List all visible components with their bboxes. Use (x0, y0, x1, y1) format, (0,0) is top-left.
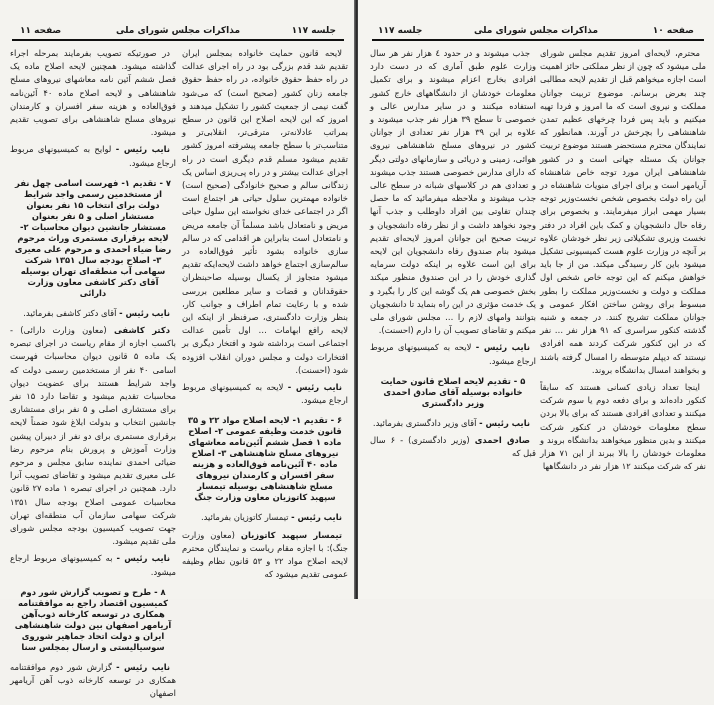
paragraph-text: به کمیسیونهای مربوط ارجاع میشود. (10, 553, 176, 577)
paragraph-text: اینجا تعداد زیادی کسانی هستند که سابقاً کنکور داده‌اند و برای دفعه دوم یا سوم شرکت میکنند و تعدادی افرادی هستند که برای بالا بردن سطح معلومات خودشان در کنکور شرکت میکنند و بدین منظور میخواهند بدانشگاه بروند و معلومات خودشان را بالا ببرند از این ۷۱ هزار نفر که شرکت میکنند ۱۲ هزار نفر در دانشگاهها (540, 382, 706, 472)
paragraph-text: (وزیر دادگستری) - ۶ سال قبل که (370, 435, 536, 459)
speaker-name: نایب رئیس - (116, 661, 170, 672)
speaker-name: نایب رئیس - (287, 382, 342, 393)
right-page (358, 0, 714, 599)
paragraph (370, 47, 536, 337)
running-title: مذاکرات مجلس شورای ملی (473, 26, 599, 36)
paragraph (10, 552, 176, 578)
section-heading (14, 178, 172, 299)
paragraph-text: آقای وزیر دادگستری بفرمائید. (372, 417, 477, 428)
paragraph-text: تیمسار کاتوزیان بفرمائید. (200, 512, 289, 523)
speaker-name: نایب رئیس - (115, 144, 170, 155)
running-title: مذاکرات مجلس شورای ملی (115, 26, 241, 36)
speaker-name: نایب رئیس - (291, 512, 342, 523)
session-number: جلسه ۱۱۷ (291, 26, 336, 36)
paragraph-text: (معاون وزارت جنگ): با اجازه مقام ریاست و نمایندگان محترم لایحه اصلاح مواد ۲۲ و ۵۳ قانون نظام وظیفه عمومی تقدیم میشود که (182, 529, 348, 580)
section-heading (374, 376, 532, 409)
paragraph (10, 143, 176, 169)
paragraph-text: لایحه قانون حمایت خانواده بمجلس ایران تقدیم شد قدم بزرگی بود در راه اجرای عدالت در راه حفظ حقوق خانواده، در راه حفظ حقوق جامعه زنان کشور (صحیح است) که می‌شود گفت نیمی از جمعیت کشور را تشکیل میدهند و امروز که این لایحه اصلاح این قانون در سطح بمراتب عادلانه‌تر، مترقی‌تر، انقلابی‌تر و متناسب‌تر با سطح جامعه پیشرفته امروز کشور تقدیم میشود مسلم قدم دیگری است در راه اجرای عدالت بیشتر و در راه پی‌ریزی اساس یک زندگانی سالم و صحیح خانوادگی (صحیح است) خانواده مهمترین سلول حیاتی هر اجتماع است اگر در اجتماعی خدای نخواسته این سلول حیاتی مریض و نامتعادل باشد مسلماً آن جامعه مریض و نامتعادل است بنابراین هر اقدامی که در سالم سازی خانواده بشود تأثیر فوق‌العاده در سالم‌سازی اجتماع خواهد داشت لایحه‌ایکه تقدیم میشود متجاوز از یکسال بوسیله صاحبنظران حقوقدانان و قضات و سایر مطلعین بررسی شده و با رعایت تمام اطراف و جوانب کار، بنظر وزارت دادگستری، صرفنظر از اینکه این لایحه رافع ابهامات … اول تأمین عدالت اجتماعی است برداشته شود و افتخار دیگری بر افتخارات دولت و مجلس دوران انقلاب افزوده شود (احسنت). (182, 48, 348, 375)
paragraph (370, 341, 536, 367)
paragraph-text: ۵ - تقدیم لایحه اصلاح قانون حمایت خانواده بوسیله آقای صادق احمدی وزیر دادگستری (380, 375, 526, 408)
speaker-name: دکتر کاشفی (113, 325, 170, 336)
text-column (370, 47, 536, 464)
paragraph-text: گزارش شور دوم موافقتنامه همکاری در توسعه کارخانه ذوب آهن آریامهر اصفهان (10, 661, 176, 699)
text-column (10, 47, 176, 705)
paragraph-text: لوایح به کمیسیونهای مربوط ارجاع میشود. (10, 144, 176, 168)
page-number: صفحه ۱۰ (652, 26, 694, 36)
paragraph (182, 47, 348, 377)
paragraph (540, 381, 706, 473)
paragraph (10, 47, 176, 139)
speaker-name: تیمسار سپهبد کاتوزیان (240, 529, 343, 540)
section-heading (14, 587, 172, 653)
paragraph (182, 511, 348, 524)
paragraph-text: لایحه به کمیسیونهای مربوط ارجاع میشود. (370, 342, 536, 366)
paragraph (182, 529, 348, 582)
speaker-name: نایب رئیس - (479, 417, 530, 428)
speaker-name: صادق احمدی (474, 435, 530, 446)
paragraph (540, 47, 706, 377)
paragraph (10, 661, 176, 701)
paragraph-text: ۸ - طرح و تصویب گزارش شور دوم کمیسیون اقتصاد راجع به موافقتنامه همکاری در توسعه کارخانه ذوب‌آهن آریامهر اصفهان بین دولت شاهنشاهی ایران و دولت اتحاد جماهیر شوروی سوسیالیستی و ارسال بمجلس سنا (14, 586, 172, 652)
paragraph-text: آقای دکتر کاشفی بفرمائید. (23, 307, 117, 318)
session-number: جلسه ۱۱۷ (378, 26, 423, 36)
text-column (182, 47, 348, 586)
paragraph (10, 307, 176, 320)
page-number: صفحه ۱۱ (20, 26, 62, 36)
speaker-name: نایب رئیس - (475, 342, 530, 353)
left-page (0, 0, 356, 699)
paragraph (182, 381, 348, 407)
speaker-name: نایب رئیس - (119, 307, 170, 318)
paragraph-text: جذب میشوند و در حدود ٤ هزار نفر هر سال وزارت علوم طبق آماری که در دست دارد افرادی بخارج اعزام میشوند و برای تکمیل معلومات خودشان از دانشگاههای خارج کشور استفاده میکنند و در سایر مدارس عالی و خصوصی تا سطح ۳۹ هزار نفر جذب میشوند و علاوه بر این ۳۹ هزار نفر تعدادی از جوانان کشور در نیروهای مسلح شاهنشاهی نیروی هوائی، زمینی و دریائی و سازمانهای دولتی دیگر که دارای مدارس خصوصی هستند جذب میشوند و تعدادی هم در کلاسهای شبانه در سطح عالی جذب میشوند و ملاحظه میفرمائید که ما حصل چندان تفاوتی بین افراد داوطلب و جذب آنها وجود نخواهد داشت و از نظر رفاه دانشجویان و تربیت صحیح این جوانان امروز لایحه‌ای تقدیم میشود بنام صندوق رفاه دانشجویان این لایحه برای این است علاوه بر اینکه دولت سرمایه گذاری خودش را در این صندوق منظور میکند بخش خصوصی هم یک گوشه این کار را بگیرد و یک خدمت مؤثری در این راه بنماید تا دانشجویان بتوانند وامهای لازم را … مجلس شورای ملی میکنم و تقاضای تصویب آن را دارم (احسنت). (370, 48, 536, 336)
speaker-name: نایب رئیس - (116, 553, 170, 564)
paragraph (10, 324, 176, 548)
header-rule (12, 39, 344, 41)
paragraph (370, 417, 536, 430)
paragraph-text: لایحه به کمیسیونهای مربوط ارجاع میشود. (182, 382, 348, 406)
header-rule (372, 39, 704, 41)
paragraph-text: در صورتیکه تصویب بفرمایند بمرحله اجراء گذاشته میشود. همچنین لایحه اصلاح ماده یک فصل ششم آئین نامه معاشهای نیروهای مسلح شاهنشاهی و لایحه اصلاح ماده ۴۰ آئین‌نامه فوق‌العاده و هزینه سفر افسران و کارمندان نیروهای مسلح شاهنشاهی برای تصویب تقدیم میشود. (10, 48, 176, 138)
paragraph-text: ۶ - تقدیم ۱- لایحه اصلاح مواد ۲۲ و ۳۵ قانون خدمت وظیفه عمومی ۲- اصلاح ماده ۱ فصل ششم آئین‌نامه معاشهای نیروهای مسلح شاهنشاهی ۳- اصلاح ماده ۴۰ آئین‌نامه فوق‌العاده و هزینه سفر افسران و کارمندان نیروهای مسلح شاهنشاهی بوسیله تیمسار سپهبد کاتوزیان معاون وزارت جنگ (187, 415, 343, 503)
section-heading (186, 415, 344, 503)
paragraph (370, 434, 536, 460)
paragraph-text: (معاون وزارت دارائی) - باکسب اجازه از مقام ریاست در اجرای تبصره یک ماده ۵ قانون دیوان محاسبات فهرست اسامی ۴۰ نفر از مستخدمین رسمی دولت که واجد شرایط هستند برای عضویت دیوان محاسبات تقدیم میشود و تقاضا دارد ۱۵ نفر برای مستشاری اصلی و ۵ نفر برای مستشاری جانشین انتخاب و بدولت ابلاغ شود ضمناً لایحه برقراری مستمری برای دو نفر از دبیران پیشین وزارت آموزش و پرورش بنام مرحوم رضا ضیائی احمدی نماینده سابق مجلس و مرحوم علی معیری تقدیم میشود و تقاضای تصویب آنرا دارد. همچنین در اجرای تبصره ۱ ماده ۲۷ قانون محاسبات عمومی اصلاح بودجه سال ۱۳۵۱ شرکت سهامی سازمان آب منطقه‌ای تهران جهت تصویب کمیسیون بودجه مجلس شورای ملی تقدیم میشود. (10, 325, 177, 547)
paragraph-text: محترم، لایحه‌ای امروز تقدیم مجلس شورای ملی میشود که چون از نظر مملکتی حائز اهمیت است اجازه میخواهم قبل از تقدیم لایحه مطالبی چند بعرض برسانم. موضوع تربیت جوانان مملکت و نیروی است که ما امروز و فردا تهیه میکنیم و باید پس فردا چرخهای عظیم تمدن شاهنشاهی را بچرخش در آورند. همانطور که نمایندگان محترم مستحضر هستند موضوع تربیت جوانان یک مسئله جهانی است و در کشور شاهنشاهی ایران مورد توجه خاص شاهنشاه آریامهر است و برای اجرای منویات شاهنشاه در این راه دولت بخصوص شخص نخست‌وزیر توجه بسیار مهمی ابراز میفرمایند. و بخصوص برای رفاه حال دانشجویان و کمک باین افراد در دفتر نخست وزیری تشکیلاتی زیر نظر خودشان علاوه بر آنچه در وزارت علوم هست کمیسیونی تشکیل میشود باین کار رسیدگی میکند. من از جا باید خواهش میکنم که این توجه خاص شخص اول مملکت و دولت و نخست‌وزیر مملکت را بطور مبسوط برای روشن ساختن افکار عمومی و جوانان مملکت تشریح کنند. در جمعه و شنبه گذشته کنکور سراسری که ۹۱ هزار نفر … نفر که در این کنکور شرکت کردند همه افرادی نیستند که دیپلم متوسطه را امسال گرفته باشند و بخواهند امسال بدانشگاه بروند. (540, 48, 706, 375)
paragraph-text: ۷ - تقدیم ۱- فهرست اسامی چهل نفر از مستخدمین رسمی واجد شرایط دولت برای انتخاب ۱۵ نفر بعنوان مستشار اصلی و ۵ نفر بعنوان مستشار جانشین دیوان محاسبات ۲- لایحه برقراری مستمری وراث مرحوم رضا ضیاء احمدی و مرحوم علی معیری ۳- اصلاح بودجه سال ۱۳۵۱ شرکت سهامی آب منطقه‌ای تهران بوسیله آقای دکتر کاشفی معاون وزارت دارائی (14, 177, 172, 298)
text-column (540, 47, 706, 478)
